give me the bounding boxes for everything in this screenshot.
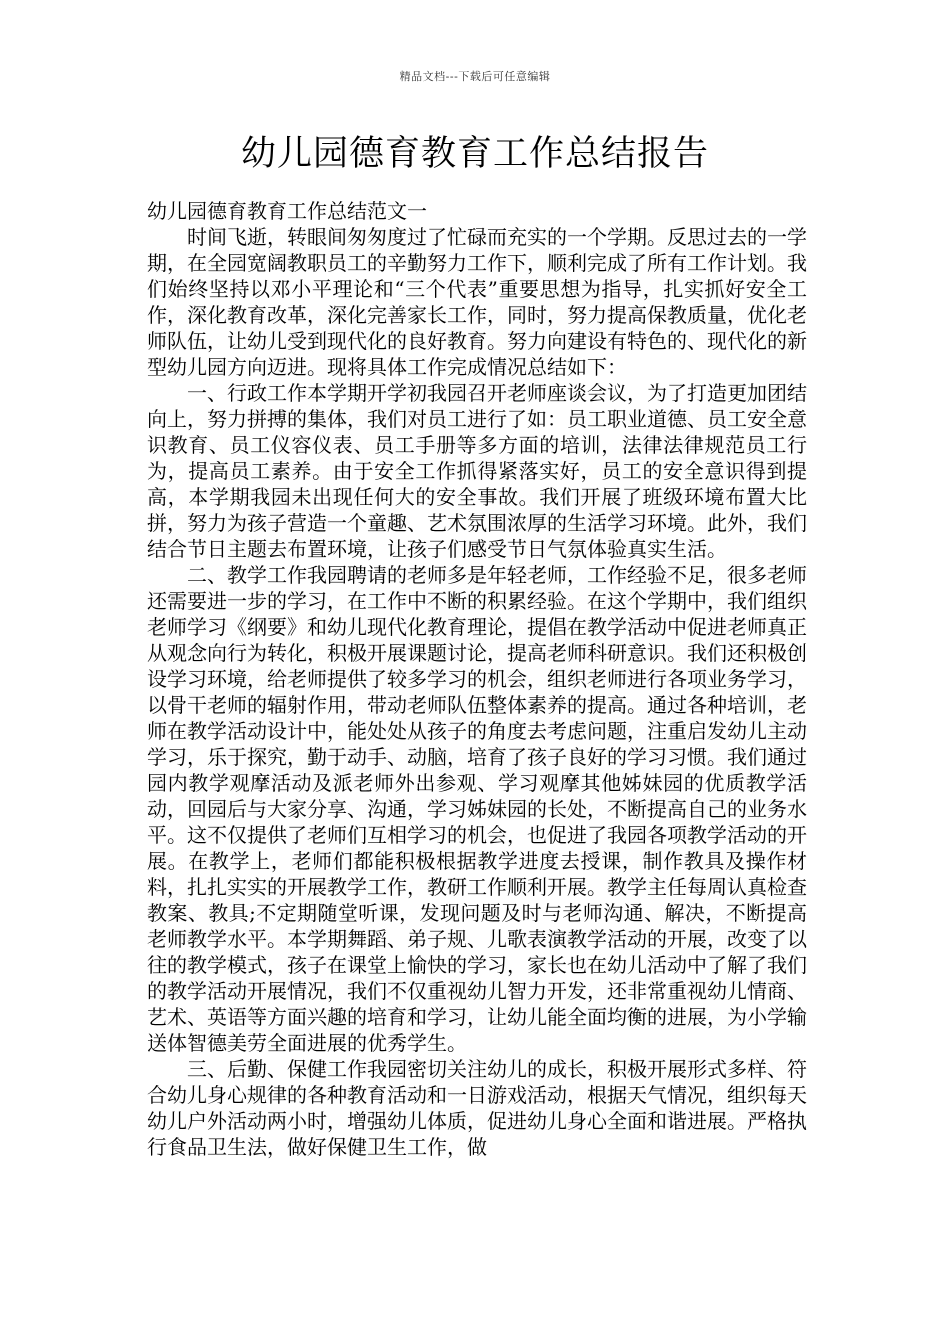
paragraph-intro: 时间飞逝，转眼间匆匆度过了忙碌而充实的一个学期。反思过去的一学期，在全园宽阔教职员工的辛勤努力工作下，顺利完成了所有工作计划。我们始终坚持以邓小平理论和“三个代表”重要思想为指导，扎实抓好安全工作，深化教育改革，深化完善家长工作，同时，努力提高保教质量，优化老师队伍，让幼儿受到现代化的良好教育。努力向建设有特色的、现代化的新型幼儿园方向迈进。现将具体工作完成情况总结如下：: [147, 225, 807, 379]
paragraph-teaching: 二、教学工作我园聘请的老师多是年轻老师，工作经验不足，很多老师还需要进一步的学习，在工作中不断的积累经验。在这个学期中，我们组织老师学习《纲要》和幼儿现代化教育理论，提倡在教学活动中促进老师真正从观念向行为转化，积极开展课题讨论，提高老师科研意识。我们还积极创设学习环境，给老师提供了较多学习的机会，组织老师进行各项业务学习，以骨干老师的辐射作用，带动老师队伍整体素养的提高。通过各种培训，老师在教学活动设计中，能处处从孩子的角度去考虑问题，注重启发幼儿主动学习，乐于探究，勤于动手、动脑，培育了孩子良好的学习习惯。我们通过园内教学观摩活动及派老师外出参观、学习观摩其他姊妹园的优质教学活动，回园后与大家分享、沟通，学习姊妹园的长处，不断提高自己的业务水平。这不仅提供了老师们互相学习的机会，也促进了我园各项教学活动的开展。在教学上，老师们都能积极根据教学进度去授课，制作教具及操作材料，扎扎实实的开展教学工作，教研工作顺利开展。教学主任每周认真检查教案、教具;不定期随堂听课，发现问题及时与老师沟通、解决，不断提高老师教学水平。本学期舞蹈、弟子规、儿歌表演教学活动的开展，改变了以往的教学模式，孩子在课堂上愉快的学习，家长也在幼儿活动中了解了我们的教学活动开展情况，我们不仅重视幼儿智力开发，还非常重视幼儿情商、艺术、英语等方面兴趣的培育和学习，让幼儿能全面均衡的进展，为小学输送体智德美劳全面进展的优秀学生。: [147, 563, 807, 1055]
section-subtitle: 幼儿园德育教育工作总结范文一: [147, 199, 427, 223]
header-note: 精品文档---下载后可任意编辑: [399, 70, 551, 83]
document-title: 幼儿园德育教育工作总结报告: [240, 134, 709, 174]
paragraph-admin: 一、行政工作本学期开学初我园召开老师座谈会议，为了打造更加团结向上，努力拼搏的集体，我们对员工进行了如：员工职业道德、员工安全意识教育、员工仪容仪表、员工手册等多方面的培训，法律法律规范员工行为，提高员工素养。由于安全工作抓得紧落实好，员工的安全意识得到提高，本学期我园未出现任何大的安全事故。我们开展了班级环境布置大比拼，努力为孩子营造一个童趣、艺术氛围浓厚的生活学习环境。此外，我们结合节日主题去布置环境，让孩子们感受节日气氛体验真实生活。: [147, 381, 807, 561]
paragraph-logistics: 三、后勤、保健工作我园密切关注幼儿的成长，积极开展形式多样、符合幼儿身心规律的各种教育活动和一日游戏活动，根据天气情况，组织每天幼儿户外活动两小时，增强幼儿体质，促进幼儿身心全面和谐进展。严格执行食品卫生法，做好保健卫生工作，做: [147, 1057, 807, 1159]
document-body: [147, 198, 807, 1160]
